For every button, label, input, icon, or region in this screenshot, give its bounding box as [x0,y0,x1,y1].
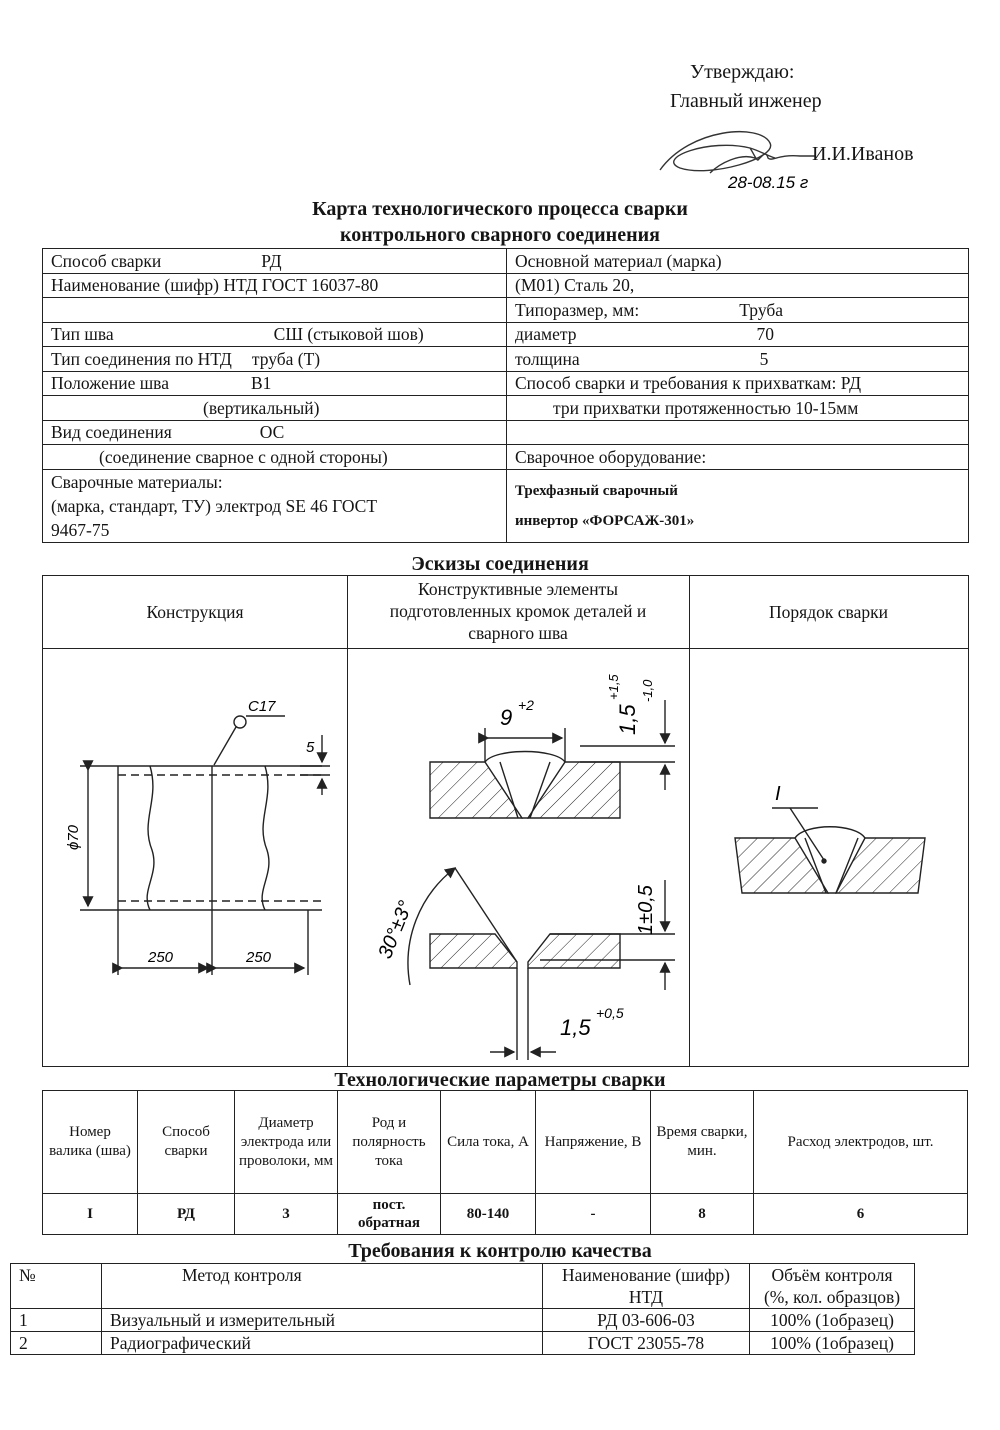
cell-label: Тип соединения по НТД [51,348,232,369]
quality-header-cell: № [11,1264,102,1309]
materials-line1: Сварочные материалы: [51,471,223,492]
params-value-cell: I [43,1194,138,1235]
sketch-col-elements-line3: сварного шва [468,623,568,643]
approver-name: И.И.Иванов [812,143,914,165]
approval-line2: Главный инженер [670,90,822,112]
params-header-cell: Диаметр электрода или проволоки, мм [235,1091,338,1194]
seam-mark-label: С17 [248,698,276,715]
quality-cell: Визуальный и измерительный [102,1309,543,1332]
height-tolerance-up: +1,5 [606,674,621,700]
cell-right: Способ сварки и требования к прихваткам: РД [507,371,969,396]
cell-value: (соединение сварное с одной стороны) [99,446,388,467]
cell-value: ОС [259,422,285,443]
cell-right: Сварочное оборудование: [515,446,707,467]
height-label: 1,5 [615,704,640,735]
params-value-cell: 6 [754,1194,968,1235]
document-title-line1: Карта технологического процесса сварки [312,198,688,220]
welding-order-drawing [735,808,925,893]
params-header-cell: Напряжение, В [536,1091,651,1194]
pass-number-label: I [775,783,781,805]
cell-label: Положение шва [51,373,169,394]
quality-header-cell: Наименование (шифр) НТД [543,1264,750,1309]
quality-header-cell: Метод контроля [102,1264,543,1309]
gap-bottom-label: 1,5 [560,1015,591,1040]
cell-label: Тип шва [51,324,114,345]
cell-value: В1 [250,373,272,394]
params-header-cell: Род и полярность тока [338,1091,441,1194]
params-value-cell: 3 [235,1194,338,1235]
params-header-row [43,1091,968,1194]
cell-label: Вид соединения [51,422,172,443]
cell-right: толщина [515,348,580,369]
length-label-2: 250 [246,949,272,966]
cell-right: три прихватки протяженностью 10-15мм [553,397,859,418]
cell-right: Основной материал (марка) [507,249,969,274]
cell-value: Труба [739,299,784,320]
quality-cell: 100% (1образец) [750,1332,915,1355]
quality-cell: ГОСТ 23055-78 [543,1332,750,1355]
quality-header-cell: Объём контроля (%, кол. образцов) [750,1264,915,1309]
materials-line2: (марка, стандарт, ТУ) электрод SE 46 ГОСТ [51,495,378,516]
params-header-cell: Расход электродов, шт. [754,1091,968,1194]
height-tolerance-down: -1,0 [640,679,655,702]
cell-value: 70 [756,324,774,345]
cell-right: диаметр [515,324,577,345]
cell-value: СШ (стыковой шов) [273,324,424,345]
wall-thickness-label: 5 [306,739,315,756]
cell-label: Наименование (шифр) НТД ГОСТ 16037-80 [51,275,379,296]
params-value-cell: 8 [651,1194,754,1235]
cell-value: труба (Т) [251,348,321,369]
document-title-line2: контрольного сварного соединения [340,224,660,246]
cell-right: Типоразмер, мм: [515,299,640,320]
cell-value: РД [261,250,282,271]
quality-header-row [11,1264,915,1309]
cell-value: (вертикальный) [203,397,320,418]
params-header-cell: Номер валика (шва) [43,1091,138,1194]
sketch-col-order: Порядок сварки [769,602,888,622]
params-value-cell: 80-140 [441,1194,536,1235]
diameter-label: ϕ70 [65,824,82,850]
quality-cell: Радиографический [102,1332,543,1355]
sketch-heading: Эскизы соединения [411,553,589,575]
table-row [11,1332,915,1355]
params-value-cell: РД [138,1194,235,1235]
cell-value: 5 [759,348,769,369]
cell-right: (М01) Сталь 20, [507,273,969,298]
params-value-cell: пост. обратная [338,1194,441,1235]
sketch-col-elements-line2: подготовленных кромок деталей и [389,601,647,621]
signature-date: 28-08.15 г [728,173,809,192]
length-label-1: 250 [148,949,174,966]
quality-heading: Требования к контролю качества [348,1240,652,1262]
root-face-label: 1±0,5 [635,885,657,935]
gap-top-label: 9 [500,705,513,730]
quality-cell: 100% (1образец) [750,1309,915,1332]
cell-label: Способ сварки [51,250,162,271]
equipment-line1: Трехфазный сварочный [515,482,678,499]
sketch-col-construction: Конструкция [146,602,244,622]
table-row [11,1309,915,1332]
gap-bottom-tolerance: +0,5 [596,1005,624,1021]
gap-top-tolerance: +2 [518,697,534,713]
approval-line1: Утверждаю: [690,61,795,83]
materials-line3: 9467-75 [51,519,110,540]
params-heading: Технологические параметры сварки [334,1069,666,1091]
params-header-cell: Время сварки, мин. [651,1091,754,1194]
params-value-cell: - [536,1194,651,1235]
params-header-cell: Сила тока, А [441,1091,536,1194]
quality-cell: РД 03-606-03 [543,1309,750,1332]
params-header-cell: Способ сварки [138,1091,235,1194]
equipment-line2: инвертор «ФОРСАЖ-301» [515,512,695,529]
table-row [43,1194,968,1235]
params-table [42,1090,968,1235]
quality-cell: 2 [11,1332,102,1355]
quality-table [10,1263,915,1355]
sketch-col-elements-line1: Конструктивные элементы [418,579,618,599]
angle-label: 30°±3° [374,897,418,962]
quality-cell: 1 [11,1309,102,1332]
pipe-drawing [80,716,330,975]
